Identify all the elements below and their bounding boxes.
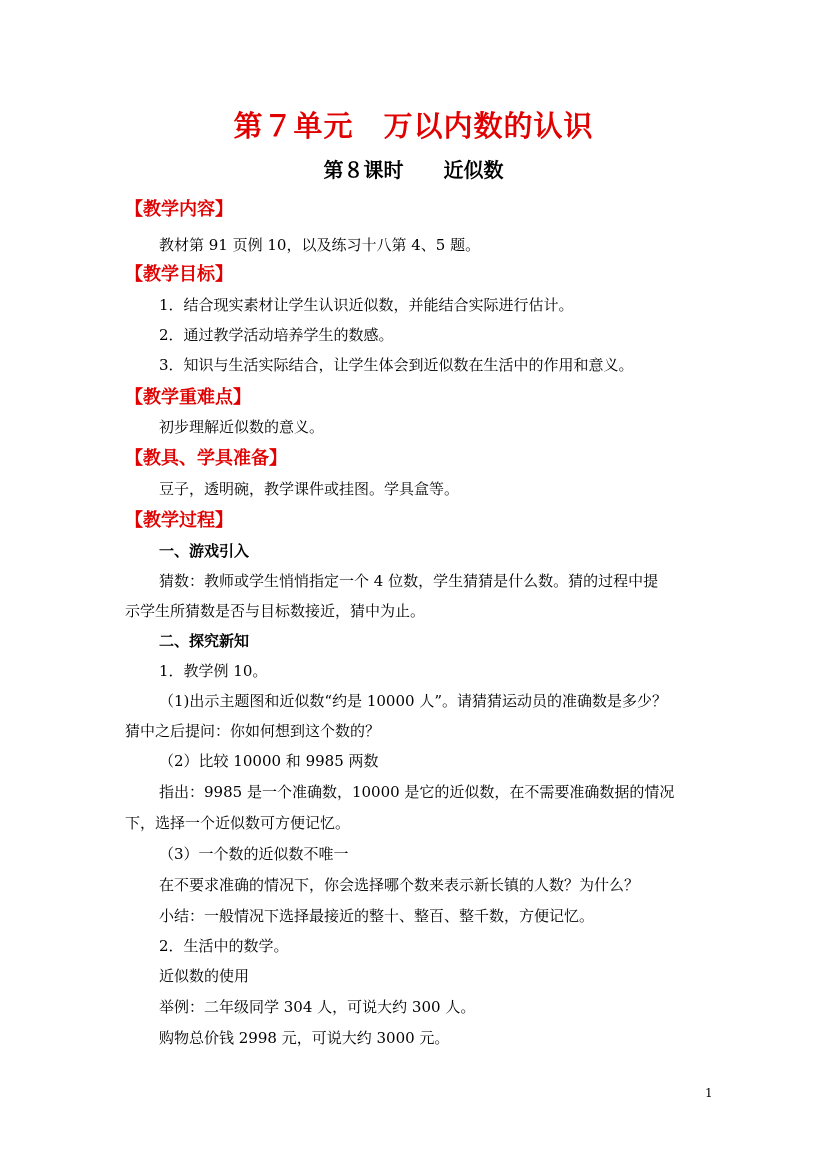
goal-2: 2．通过教学活动培养学生的数感。: [159, 326, 394, 344]
section-heading-content: 【教学内容】: [125, 199, 233, 220]
unit-title: 第７单元 万以内数的认识: [233, 109, 594, 143]
content-text: 教材第 91 页例 10，以及练习十八第 4、5 题。: [159, 236, 481, 254]
section-heading-process: 【教学过程】: [125, 510, 233, 531]
goal-3: 3．知识与生活实际结合，让学生体会到近似数在生活中的作用和意义。: [159, 356, 634, 374]
paragraph-line: 近似数的使用: [159, 967, 250, 985]
lesson-subtitle: 第８课时 近似数: [323, 158, 504, 182]
summary: 小结：一般情况下选择最接近的整十、整百、整千数，方便记忆。: [159, 907, 595, 925]
paragraph-line: 猜中之后提问：你如何想到这个数的？: [125, 722, 381, 740]
example-1: 举例：二年级同学 304 人，可说大约 300 人。: [159, 998, 476, 1016]
step-2: （2）比较 10000 和 9985 两数: [159, 752, 379, 770]
process-part-2-heading: 二、探究新知: [159, 632, 250, 650]
item-2: 2．生活中的数学。: [159, 937, 289, 955]
section-heading-key: 【教学重难点】: [125, 387, 251, 408]
tools-text: 豆子，透明碗，教学课件或挂图。学具盒等。: [159, 480, 460, 498]
section-heading-tools: 【教具、学具准备】: [125, 448, 287, 469]
step-3: （3）一个数的近似数不唯一: [159, 845, 349, 863]
paragraph-line: 指出：9985 是一个准确数，10000 是它的近似数，在不需要准确数据的情况: [159, 783, 675, 801]
paragraph-line: 下，选择一个近似数可方便记忆。: [125, 814, 351, 832]
example-2: 购物总价钱 2998 元，可说大约 3000 元。: [159, 1029, 450, 1047]
item-1: 1．教学例 10。: [159, 662, 268, 680]
paragraph-line: 在不要求准确的情况下，你会选择哪个数来表示新长镇的人数？为什么？: [159, 876, 640, 894]
goal-1: 1．结合现实素材让学生认识近似数，并能结合实际进行估计。: [159, 296, 574, 314]
key-text: 初步理解近似数的意义。: [159, 418, 325, 436]
section-heading-goals: 【教学目标】: [125, 264, 233, 285]
paragraph-line: （1)出示主题图和近似数“约是 10000 人”。请猜猜运动员的准确数是多少？: [159, 692, 667, 710]
paragraph-line: 猜数：教师或学生悄悄指定一个 4 位数，学生猜猜是什么数。猜的过程中提: [159, 572, 659, 590]
page-number: 1: [705, 1086, 713, 1100]
paragraph-line: 示学生所猜数是否与目标数接近，猜中为止。: [125, 602, 426, 620]
process-part-1-heading: 一、游戏引入: [159, 542, 250, 560]
